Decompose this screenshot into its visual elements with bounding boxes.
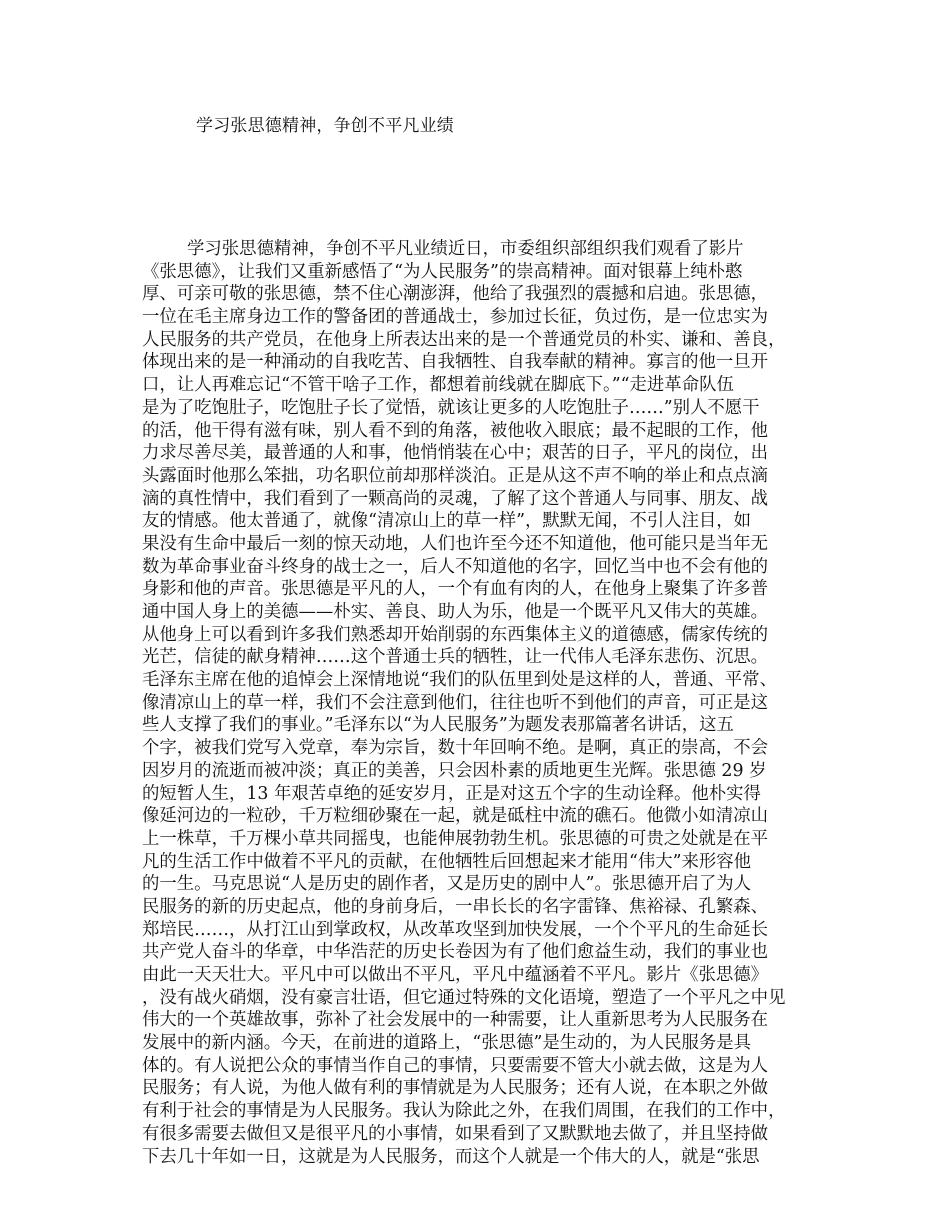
document-title: 学习张思德精神，争创不平凡业绩	[196, 116, 454, 136]
paragraph-line: 的短暂人生，13 年艰苦卓绝的延安岁月，正是对这五个字的生动诠释。他朴实得	[142, 783, 761, 804]
paragraph-line: 体现出来的是一种涌动的自我吃苦、自我牺牲、自我奉献的精神。寡言的他一旦开	[142, 352, 769, 373]
paragraph-line: 民服务；有人说，为他人做有利的事情就是为人民服务；还有人说，在本职之外做	[142, 1078, 769, 1099]
paragraph-line: 伟大的一个英雄故事，弥补了社会发展中的一种需要，让人重新思考为人民服务在	[142, 1010, 769, 1031]
paragraph-line: 像延河边的一粒砂，千万粒细砂聚在一起，就是砥柱中流的礁石。他微小如清凉山	[142, 806, 769, 827]
paragraph-line: 像清凉山上的草一样，我们不会注意到他们，往往也听不到他们的声音，可正是这	[142, 692, 769, 713]
paragraph-line: 力求尽善尽美，最普通的人和事，他悄悄装在心中；艰苦的日子，平凡的岗位，出	[142, 443, 769, 464]
paragraph-line: 从他身上可以看到许多我们熟悉却开始削弱的东西集体主义的道德感，儒家传统的	[142, 624, 769, 645]
paragraph-line: 有利于社会的事情是为人民服务。我认为除此之外，在我们周围，在我们的工作中，	[142, 1101, 786, 1122]
paragraph-line: 光芒，信徒的献身精神……这个普通士兵的牺牲，让一代伟人毛泽东悲伤、沉思。	[142, 647, 769, 668]
paragraph-line: 因岁月的流逝而被冲淡；真正的美善，只会因朴素的质地更生光辉。张思德 29 岁	[142, 760, 767, 781]
paragraph-line: 下去几十年如一日，这就是为人民服务，而这个人就是一个伟大的人，就是“张思	[142, 1146, 760, 1167]
paragraph-line: 人民服务的共产党员，在他身上所表达出来的是一个普通党员的朴实、谦和、善良，	[142, 329, 786, 350]
paragraph-line: 滴的真性情中，我们看到了一颗高尚的灵魂，了解了这个普通人与同事、朋友、战	[142, 488, 769, 509]
paragraph-line: 身影和他的声音。张思德是平凡的人，一个有血有肉的人，在他身上聚集了许多普	[142, 579, 769, 600]
paragraph-line: 上一株草，千万棵小草共同摇曳，也能伸展勃勃生机。张思德的可贵之处就是在平	[142, 828, 769, 849]
paragraph-line: 厚、可亲可敬的张思德，禁不住心潮澎湃，他给了我强烈的震撼和启迪。张思德，	[142, 284, 769, 305]
paragraph-line: 口，让人再难忘记“不管干啥子工作，都想着前线就在脚底下。”“走进革命队伍	[142, 375, 734, 396]
paragraph-line: 体的。有人说把公众的事情当作自己的事情，只要需要不管大小就去做，这是为人	[142, 1055, 769, 1076]
paragraph-line: 凡的生活工作中做着不平凡的贡献，在他牺牲后回想起来才能用“伟大”来形容他	[142, 851, 752, 872]
paragraph-line: 由此一天天壮大。平凡中可以做出不平凡，平凡中蕴涵着不平凡。影片《张思德》	[142, 965, 769, 985]
paragraph-line: 果没有生命中最后一刻的惊天动地，人们也许至今还不知道他，他可能只是当年无	[142, 533, 769, 554]
paragraph-line: 发展中的新内涵。今天，在前进的道路上，“张思德”是生动的，为人民服务是具	[142, 1033, 752, 1054]
paragraph-line: 通中国人身上的美德——朴实、善良、助人为乐，他是一个既平凡又伟大的英雄。	[142, 602, 769, 622]
paragraph-line: 些人支撑了我们的事业。”毛泽东以“为人民服务”为题发表那篇著名讲话，这五	[142, 715, 734, 736]
paragraph-line: 学习张思德精神，争创不平凡业绩近日，市委组织部组织我们观看了影片	[187, 239, 744, 259]
paragraph-line: 《张思德》，让我们又重新感悟了“为人民服务”的崇高精神。面对银幕上纯朴憨	[142, 261, 743, 282]
paragraph-line: 个字，被我们党写入党章，奉为宗旨，数十年回响不绝。是啊，真正的崇高，不会	[142, 738, 769, 759]
paragraph-line: 有很多需要去做但又是很平凡的小事情，如果看到了又默默地去做了，并且坚持做	[142, 1123, 769, 1144]
document-body	[142, 238, 822, 1168]
paragraph-line: 数为革命事业奋斗终身的战士之一，后人不知道他的名字，回忆当中也不会有他的	[142, 556, 769, 577]
paragraph-line: 毛泽东主席在他的追悼会上深情地说“我们的队伍里到处是这样的人，普通、平常、	[142, 670, 777, 691]
paragraph-line: 民服务的新的历史起点，他的身前身后，一串长长的名字雷锋、焦裕禄、孔繁森、	[142, 896, 769, 917]
paragraph-line: 的活，他干得有滋有味，别人看不到的角落，被他收入眼底；最不起眼的工作，他	[142, 420, 769, 441]
paragraph-line: 共产党人奋斗的华章，中华浩茫的历史长卷因为有了他们愈益生动，我们的事业也	[142, 942, 769, 963]
paragraph-line: 一位在毛主席身边工作的警备团的普通战士，参加过长征，负过伤，是一位忠实为	[142, 307, 769, 328]
paragraph-line: 的一生。马克思说“人是历史的剧作者，又是历史的剧中人”。张思德开启了为人	[142, 874, 752, 895]
paragraph-line: 是为了吃饱肚子，吃饱肚子长了觉悟，就该让更多的人吃饱肚子……”别人不愿干	[142, 397, 760, 418]
paragraph-line: 郑培民……，从打江山到掌政权，从改革攻坚到加快发展，一个个平凡的生命延长	[142, 919, 769, 940]
paragraph-line: 头露面时他那么笨拙，功名职位前却那样淡泊。正是从这不声不响的举止和点点滴	[142, 465, 769, 486]
paragraph-line: 友的情感。他太普通了，就像“清凉山上的草一样”，默默无闻，不引人注目，如	[142, 511, 752, 532]
paragraph-line: ，没有战火硝烟，没有豪言壮语，但它通过特殊的文化语境，塑造了一个平凡之中见	[142, 987, 786, 1008]
